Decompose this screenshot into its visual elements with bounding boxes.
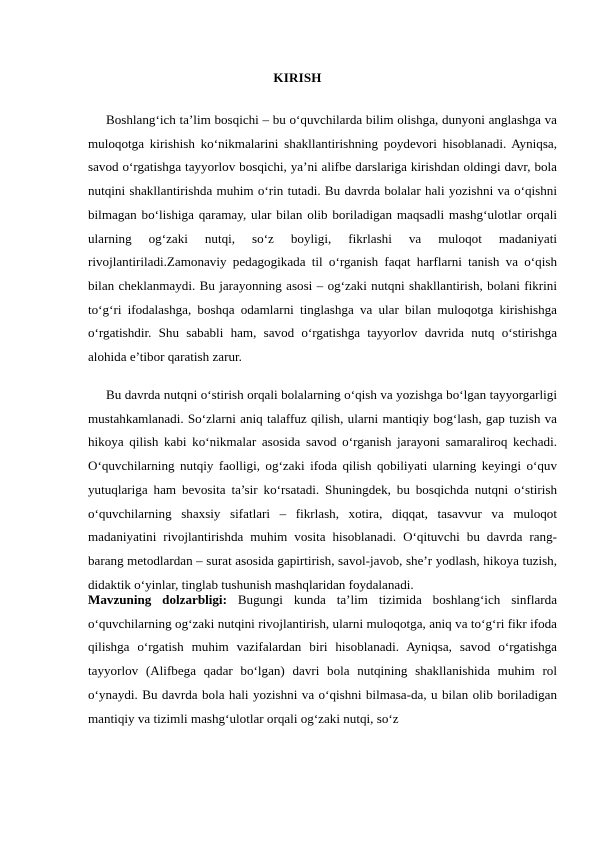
relevance-paragraph: [88, 588, 557, 730]
relevance-label: Mavzuning dolzarbligi:: [88, 592, 227, 607]
paragraph-text: Bu davrda nutqni o‘stirish orqali bolalarning o‘qish va yozishga bo‘lgan tayyorgarligi mustahkamlanadi. So‘zlarni aniq talaffuz qilish, ularni mantiqiy bog‘lash, gap tuzish va hikoya qilish kabi ko‘nikmalar asosida savod o‘rganish jarayoni samaraliroq kechadi. O‘quvchilarning nutqiy faolligi, og‘zaki ifoda qilish qobiliyati ularning keyingi o‘quv yutuqlariga ham bevosita ta’sir ko‘rsatadi. Shuningdek, bu bosqichda nutqni o‘stirish o‘quvchilarning shaxsiy sifatlari – fikrlash, xotira, diqqat, tasavvur va muloqot madaniyatini rivojlantirishda muhim vosita hisoblanadi. O‘qituvchi bu davrda rang-barang metodlardan – surat asosida gapirtirish, savol-javob, she’r yodlash, hikoya tuzish, didaktik o‘yinlar, tinglab tushunish mashqlaridan foydalanadi.: [88, 387, 557, 592]
speech-development-paragraph: [88, 383, 557, 596]
paragraph-text: Boshlang‘ich ta’lim bosqichi – bu o‘quvchilarda bilim olishga, dunyoni anglashga va muloqotga kirishish ko‘nikmalarini shakllantirishning poydevori hisoblanadi. Ayniqsa, savod o‘rgatishga tayyorlov bosqichi, ya’ni alifbe darslariga kirishdan oldingi davr, bola nutqini shakllantirishda muhim o‘rin tutadi. Bu davrda bolalar hali yozishni va o‘qishni bilmagan bo‘lishiga qaramay, ular bilan olib boriladigan maqsadli mashg‘ulotlar orqali ularning og‘zaki nutqi, so‘z boyligi, fikrlashi va muloqot madaniyati rivojlantiriladi.Zamonaviy pedagogikada til o‘rganish faqat harflarni tanish va o‘qish bilan cheklanmaydi. Bu jarayonning asosi – og‘zaki nutqni shakllantirish, bolani fikrini to‘g‘ri ifodalashga, boshqa odamlarni tinglashga va ular bilan muloqotga kirishishga o‘rgatishdir. Shu sababli ham, savod o‘rgatishga tayyorlov davrida nutq o‘stirishga alohida e’tibor qaratish zarur.: [88, 112, 557, 365]
section-title: KIRISH: [273, 70, 322, 85]
intro-paragraph: [88, 108, 557, 369]
relevance-text: Bugungi kunda ta’lim tizimida boshlang‘ich sinflarda o‘quvchilarning og‘zaki nutqini rivojlantirish, ularni muloqotga, aniq va to‘g‘ri fikr ifoda qilishga o‘rgatish muhim vazifalardan biri hisoblanadi. Ayniqsa, savod o‘rgatishga tayyorlov (Alifbega qadar bo‘lgan) davri bola nutqining shakllanishida muhim rol o‘ynaydi. Bu davrda bola hali yozishni va o‘qishni bilmasa-da, u bilan olib boriladigan mantiqiy va tizimli mashg‘ulotlar orqali og‘zaki nutqi, so‘z: [88, 592, 558, 726]
